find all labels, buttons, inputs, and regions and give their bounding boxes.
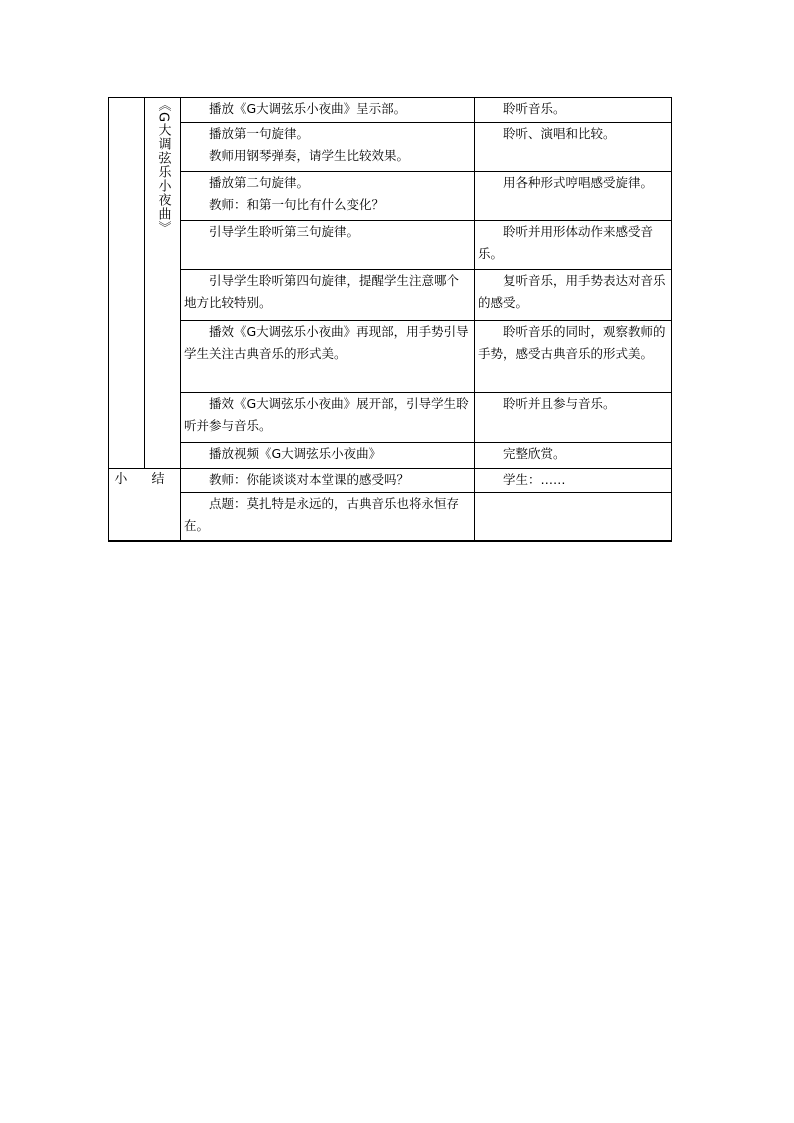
- teacher-activity-text: 教师用钢琴弹奏，请学生比较效果。: [209, 148, 410, 163]
- teacher-activity-text: 引导学生聆听第四句旋律，提醒学生注意哪个地方比较特别。: [184, 273, 460, 310]
- teacher-activity-cell: [181, 469, 475, 493]
- student-activity-cell: [475, 98, 672, 123]
- student-activity-text: 用各种形式哼唱感受旋律。: [503, 175, 654, 190]
- student-activity-cell: [475, 172, 672, 221]
- student-activity-cell: [475, 123, 672, 172]
- student-activity-text: 聆听音乐。: [503, 101, 566, 116]
- teacher-activity-cell: [181, 393, 475, 443]
- student-activity-text: 聆听音乐的同时，观察教师的手势，感受古典音乐的形式美。: [478, 324, 666, 361]
- student-activity-cell: [475, 469, 672, 493]
- student-activity-text: 聆听并用形体动作来感受音乐。: [478, 224, 654, 261]
- summary-row: [109, 493, 672, 541]
- summary-label: 小 结: [114, 472, 175, 487]
- table-row: [109, 123, 672, 172]
- teacher-activity-text: 播放第二句旋律。: [209, 175, 310, 190]
- student-activity-cell: [475, 270, 672, 321]
- table-row: [109, 172, 672, 221]
- student-activity-cell: [475, 221, 672, 270]
- teacher-activity-text: 点题：莫扎特是永远的，古典音乐也将永恒存在。: [184, 496, 460, 533]
- student-activity-cell: [475, 393, 672, 443]
- student-activity-text: 学生：……: [503, 472, 566, 487]
- teacher-activity-text: 播放第一句旋律。: [209, 126, 310, 141]
- teacher-activity-text: 教师：和第一句比有什么变化？: [209, 197, 385, 212]
- teacher-activity-cell: [181, 493, 475, 541]
- student-activity-cell: [475, 321, 672, 393]
- student-activity-text: 复听音乐，用手势表达对音乐的感受。: [478, 273, 666, 310]
- table-row: [109, 221, 672, 270]
- table-row: [109, 270, 672, 321]
- table-row: [109, 321, 672, 393]
- teacher-activity-cell: [181, 443, 475, 469]
- teacher-activity-text: 引导学生聆听第三句旋律。: [209, 224, 360, 239]
- student-activity-text: 完整欣赏。: [503, 446, 566, 461]
- student-activity-text: 聆听并且参与音乐。: [503, 396, 616, 411]
- teacher-activity-cell: [181, 270, 475, 321]
- table-row: [109, 393, 672, 443]
- stage-column-cell: [109, 98, 145, 469]
- teacher-activity-text: 播放《G大调弦乐小夜曲》呈示部。: [209, 101, 407, 116]
- teacher-activity-cell: [181, 123, 475, 172]
- teacher-activity-text: 教师：你能谈谈对本堂课的感受吗？: [209, 472, 410, 487]
- teacher-activity-text: 播放视频《G大调弦乐小夜曲》: [209, 446, 382, 461]
- teacher-activity-text: 播效《G大调弦乐小夜曲》再现部，用手势引导学生关注古典音乐的形式美。: [184, 324, 469, 361]
- teacher-activity-cell: [181, 98, 475, 123]
- teacher-activity-text: 播效《G大调弦乐小夜曲》展开部，引导学生聆听并参与音乐。: [184, 396, 469, 433]
- teacher-activity-cell: [181, 321, 475, 393]
- summary-label-cell: [109, 469, 181, 541]
- summary-row: [109, 469, 672, 493]
- student-activity-cell: [475, 493, 672, 541]
- teacher-activity-cell: [181, 221, 475, 270]
- table-row: [109, 98, 672, 123]
- teacher-activity-cell: [181, 172, 475, 221]
- section-title-cell: [145, 98, 181, 469]
- lesson-plan-table: [108, 97, 672, 542]
- section-title: 《G大调弦乐小夜曲》: [155, 98, 171, 236]
- table-row: [109, 443, 672, 469]
- student-activity-cell: [475, 443, 672, 469]
- student-activity-text: 聆听、演唱和比较。: [503, 126, 616, 141]
